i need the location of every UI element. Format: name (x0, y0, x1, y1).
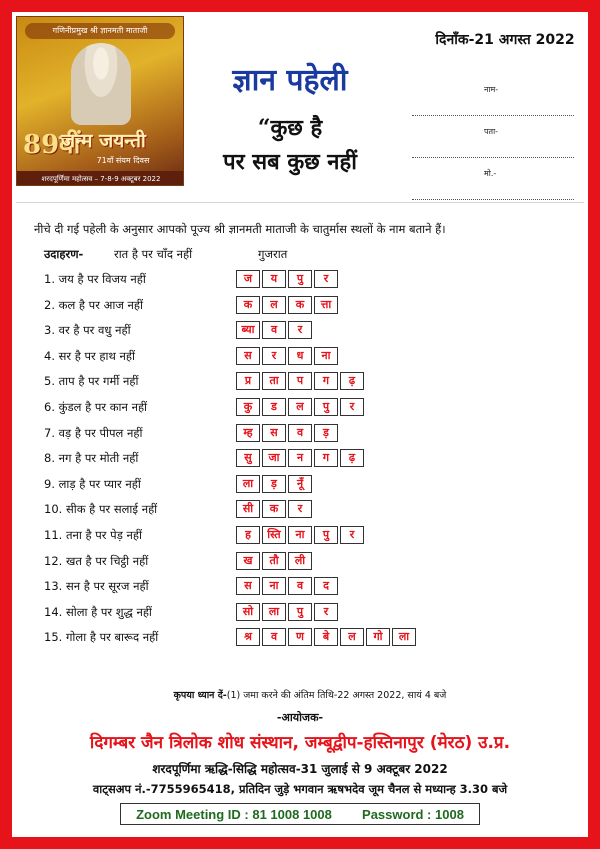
note-text (80, 688, 540, 702)
note-label: कृपया ध्यान दें- (173, 690, 227, 701)
answer-boxes (236, 270, 340, 288)
puzzle-row (44, 628, 444, 648)
answer-letter-box[interactable]: क (236, 296, 260, 314)
puzzle-clue: 5. ताप है पर गर्मी नहीं (44, 374, 139, 389)
puzzle-row (44, 296, 444, 316)
answer-letter-box[interactable]: प्र (236, 372, 260, 390)
answer-letter-box[interactable]: स (236, 577, 260, 595)
answer-boxes (236, 628, 418, 646)
answer-boxes (236, 500, 314, 518)
answer-boxes (236, 603, 340, 621)
answer-letter-box[interactable]: ल (340, 628, 364, 646)
answer-boxes (236, 347, 340, 365)
puzzle-row (44, 603, 444, 623)
answer-letter-box[interactable]: व (288, 577, 312, 595)
answer-letter-box[interactable]: र (314, 603, 338, 621)
answer-letter-box[interactable]: ता (262, 372, 286, 390)
puzzle-row (44, 552, 444, 572)
puzzle-clue: 7. वड़ है पर पीपल नहीं (44, 425, 143, 440)
answer-letter-box[interactable]: ल (262, 296, 286, 314)
answer-letter-box[interactable]: ना (262, 577, 286, 595)
puzzle-row (44, 577, 444, 597)
banner-title: जन्म जयन्ती (61, 130, 146, 152)
instructions-text: नीचे दी गई पहेली के अनुसार आपको पूज्य श्री ज्ञानमती माताजी के चातुर्मास स्थलों के नाम बताने हैं। (34, 222, 446, 236)
answer-boxes (236, 552, 314, 570)
puzzle-row (44, 500, 444, 520)
answer-letter-box[interactable]: ण (288, 628, 312, 646)
puzzle-row (44, 475, 444, 495)
answer-letter-box[interactable]: ली (288, 552, 312, 570)
answer-letter-box[interactable]: र (262, 347, 286, 365)
zoom-password: Password : 1008 (362, 806, 464, 822)
answer-letter-box[interactable]: ला (236, 475, 260, 493)
answer-letter-box[interactable]: स (236, 347, 260, 365)
answer-letter-box[interactable]: बे (314, 628, 338, 646)
event-info: शरदपूर्णिमा ऋद्धि-सिद्धि महोत्सव-31 जुलाई से 9 अक्टूबर 2022 (152, 762, 448, 776)
answer-letter-box[interactable]: सी (236, 500, 260, 518)
example-clue: रात है पर चाँद नहीं (114, 247, 193, 261)
puzzle-clue: 13. सन है पर सूरज नहीं (44, 579, 149, 594)
answer-letter-box[interactable]: र (288, 321, 312, 339)
puzzle-clue: 1. जय है पर विजय नहीं (44, 272, 146, 286)
puzzle-clue: 8. नग है पर मोती नहीं (44, 451, 139, 466)
answer-boxes (236, 526, 366, 544)
answer-boxes (236, 321, 314, 339)
answer-letter-box[interactable]: ढ़ (340, 372, 364, 390)
answer-letter-box[interactable]: म्ह (236, 424, 260, 442)
banner-top-text: गणिनीप्रमुख श्री ज्ञानमती माताजी (25, 23, 175, 39)
answer-letter-box[interactable]: पु (288, 603, 312, 621)
mobile-field[interactable] (412, 166, 574, 200)
answer-letter-box[interactable]: श्र (236, 628, 260, 646)
answer-letter-box[interactable]: पु (288, 270, 312, 288)
answer-letter-box[interactable]: सो (236, 603, 260, 621)
zoom-meeting-id: Zoom Meeting ID : 81 1008 1008 (136, 806, 332, 822)
answer-letter-box[interactable]: व (288, 424, 312, 442)
puzzle-row (44, 424, 444, 444)
answer-letter-box[interactable]: नूँ (288, 475, 312, 493)
answer-letter-box[interactable]: ह (236, 526, 260, 544)
answer-letter-box[interactable]: कु (236, 398, 260, 416)
answer-letter-box[interactable]: व (262, 321, 286, 339)
address-field-label: पता- (484, 127, 499, 136)
page-title: ज्ञान पहेली (232, 63, 348, 98)
zoom-info-box (120, 803, 480, 825)
answer-boxes (236, 296, 340, 314)
answer-letter-box[interactable]: ना (288, 526, 312, 544)
divider (16, 202, 584, 203)
puzzle-clue: 14. सोला है पर शुद्ध नहीं (44, 604, 152, 619)
event-banner-image (16, 16, 184, 186)
address-field[interactable] (412, 124, 574, 158)
answer-letter-box[interactable]: सु (236, 449, 260, 467)
answer-letter-box[interactable]: र (340, 526, 364, 544)
answer-letter-box[interactable]: ल (288, 398, 312, 416)
answer-letter-box[interactable]: ध (288, 347, 312, 365)
example-label: उदाहरण- (44, 247, 84, 261)
puzzle-row (44, 347, 444, 367)
answer-boxes (236, 424, 340, 442)
mobile-field-label: मो.- (484, 169, 497, 178)
puzzle-row (44, 270, 444, 290)
answer-letter-box[interactable]: र (314, 270, 338, 288)
answer-letter-box[interactable]: ग (314, 449, 338, 467)
puzzle-clue: 3. वर है पर वधु नहीं (44, 323, 131, 338)
puzzle-clue: 4. सर है पर हाथ नहीं (44, 348, 135, 363)
organizer-label: -आयोजक- (276, 711, 324, 724)
subtitle-line-2: पर सब कुछ नहीं (223, 149, 357, 175)
answer-letter-box[interactable]: पु (314, 526, 338, 544)
answer-letter-box[interactable]: ला (262, 603, 286, 621)
answer-letter-box[interactable]: प (288, 372, 312, 390)
answer-boxes (236, 449, 366, 467)
answer-letter-box[interactable]: गो (366, 628, 390, 646)
answer-letter-box[interactable]: व (262, 628, 286, 646)
answer-letter-box[interactable]: द (314, 577, 338, 595)
puzzle-clue: 11. तना है पर पेड़ नहीं (44, 528, 142, 542)
answer-boxes (236, 577, 340, 595)
contact-info: वाट्सअप नं.-7755965418, प्रतिदिन जुड़े भगवान ऋषभदेव जूम चैनल से मध्यान्ह 3.30 बजे (92, 782, 508, 796)
puzzle-clue: 15. गोला है पर बारूद नहीं (44, 630, 159, 645)
name-field[interactable] (412, 82, 574, 116)
mataji-portrait-icon (71, 43, 131, 125)
answer-letter-box[interactable]: र (288, 500, 312, 518)
answer-letter-box[interactable]: ला (392, 628, 416, 646)
date-label: दिनाँक-21 अगस्त 2022 (435, 32, 575, 48)
answer-letter-box[interactable]: जा (262, 449, 286, 467)
puzzle-row (44, 526, 444, 546)
answer-letter-box[interactable]: ढ़ (340, 449, 364, 467)
answer-letter-box[interactable]: स (262, 424, 286, 442)
answer-letter-box[interactable]: य (262, 270, 286, 288)
organizer-name: दिगम्बर जैन त्रिलोक शोध संस्थान, जम्बूद्वीप-हस्तिनापुर (मेरठ) उ.प्र. (89, 733, 511, 753)
puzzle-row (44, 398, 444, 418)
answer-letter-box[interactable]: ग (314, 372, 338, 390)
answer-letter-box[interactable]: ज (236, 270, 260, 288)
answer-letter-box[interactable]: स्ति (262, 526, 286, 544)
answer-boxes (236, 398, 366, 416)
puzzle-clue: 2. कल है पर आज नहीं (44, 297, 143, 312)
banner-bottom-text: शरदपूर्णिमा महोत्सव – 7-8-9 अक्टूबर 2022 (17, 171, 184, 186)
answer-letter-box[interactable]: ना (314, 347, 338, 365)
puzzle-row (44, 372, 444, 392)
example-answer: गुजरात (258, 247, 288, 261)
answer-letter-box[interactable]: ड (262, 398, 286, 416)
puzzle-clue: 10. सीक है पर सलाई नहीं (44, 502, 158, 517)
answer-letter-box[interactable]: न (288, 449, 312, 467)
answer-letter-box[interactable]: ख (236, 552, 260, 570)
answer-letter-box[interactable]: क (262, 500, 286, 518)
banner-number: 89वीं (23, 130, 81, 160)
puzzle-clue: 6. कुंडल है पर कान नहीं (44, 400, 148, 414)
puzzle-row (44, 321, 444, 341)
answer-letter-box[interactable]: पु (314, 398, 338, 416)
answer-letter-box[interactable]: तौ (262, 552, 286, 570)
name-field-label: नाम- (484, 85, 499, 94)
note-detail: (1) जमा करने की अंतिम तिथि-22 अगस्त 2022, सायं 4 बजे (226, 690, 447, 701)
subtitle-line-1: “कुछ है (257, 115, 323, 141)
answer-letter-box[interactable]: र (340, 398, 364, 416)
answer-letter-box[interactable]: ब्या (236, 321, 260, 339)
puzzle-clue: 12. खत है पर चिट्ठी नहीं (44, 553, 149, 568)
answer-boxes (236, 475, 314, 493)
banner-subtitle: 71वाँ संयम दिवस (96, 156, 150, 165)
puzzle-row (44, 449, 444, 469)
answer-letter-box[interactable]: क (288, 296, 312, 314)
answer-letter-box[interactable]: ड़ (314, 424, 338, 442)
answer-letter-box[interactable]: ड़ (262, 475, 286, 493)
puzzle-clue: 9. लाड़ है पर प्यार नहीं (44, 476, 141, 491)
answer-boxes (236, 372, 366, 390)
answer-letter-box[interactable]: त्ता (314, 296, 338, 314)
